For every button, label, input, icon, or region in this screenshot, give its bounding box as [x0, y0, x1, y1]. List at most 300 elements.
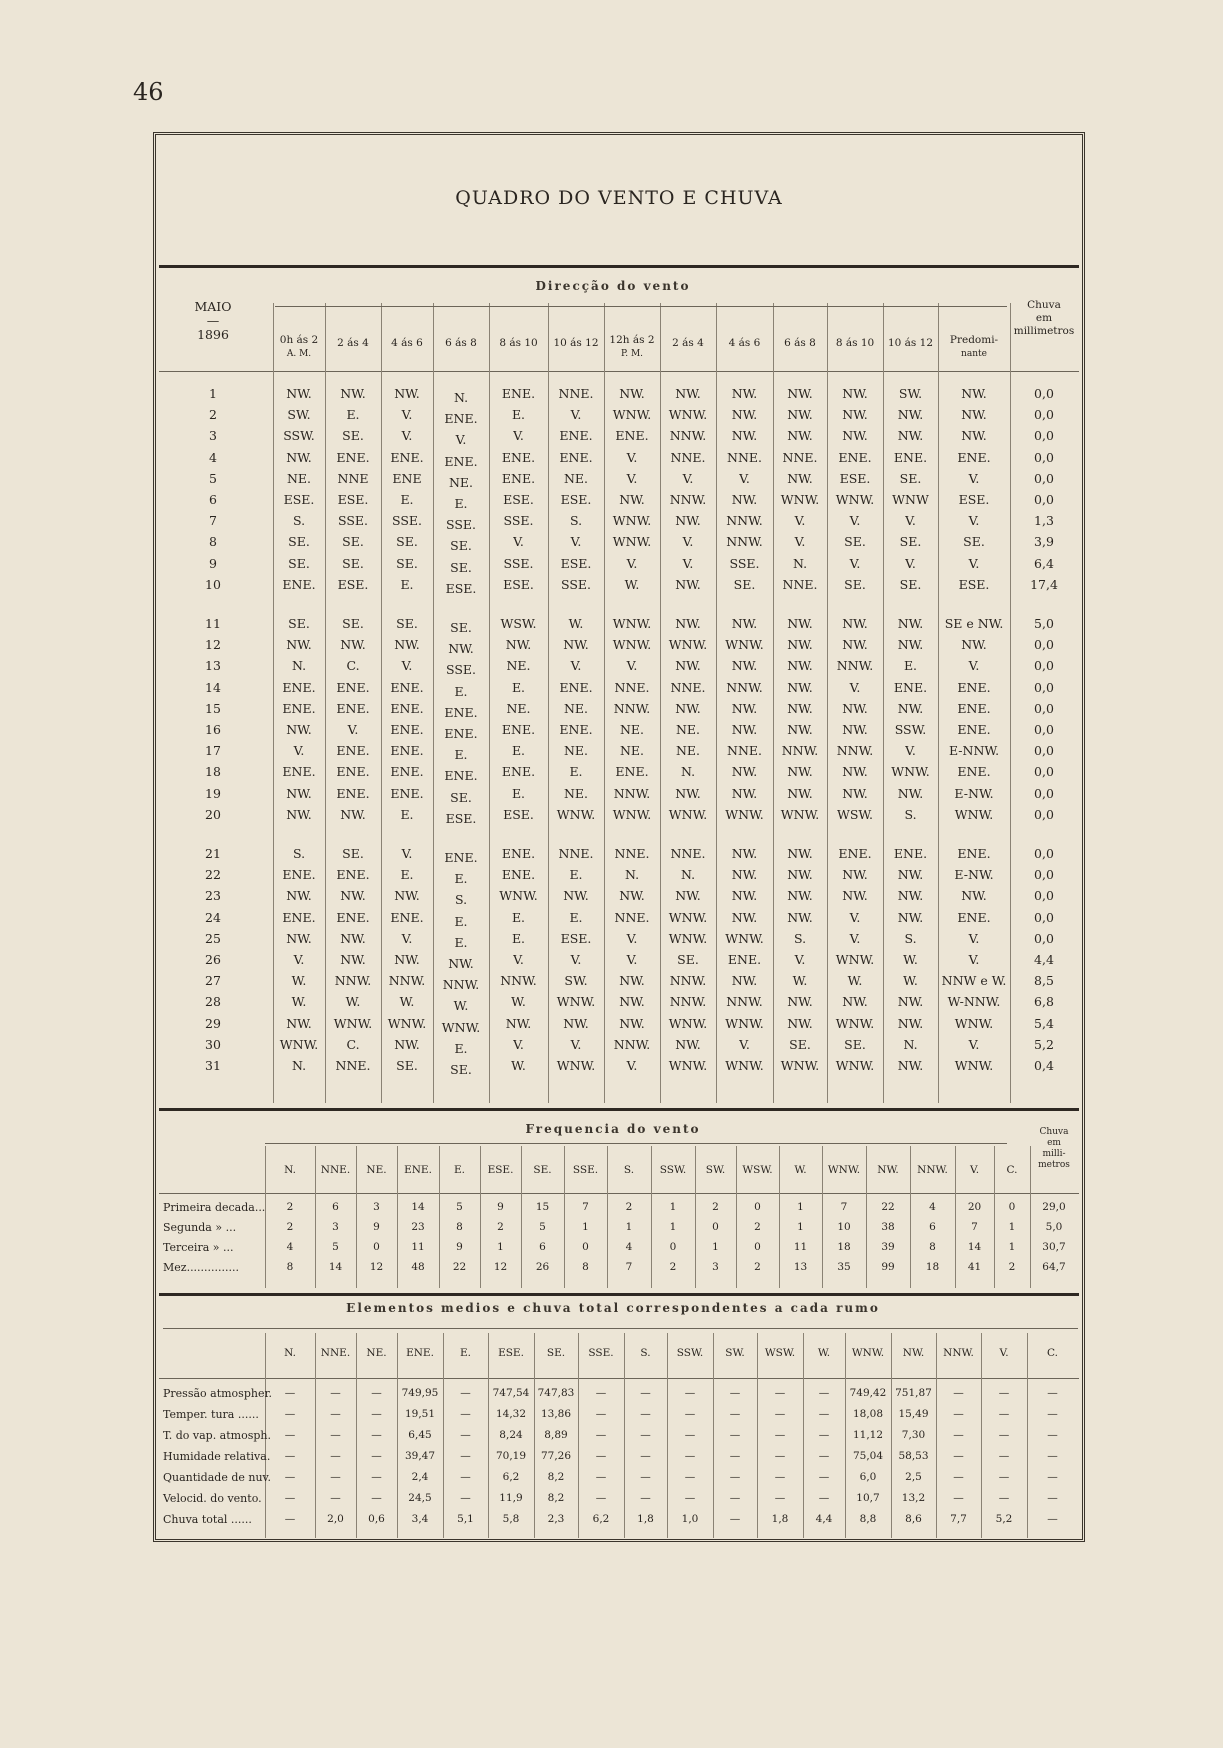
- wind-cell: SE.: [899, 534, 922, 550]
- elements-cell: 747,54: [492, 1387, 530, 1399]
- elements-cell: 5,2: [995, 1513, 1013, 1525]
- frequency-cell: 20: [967, 1201, 982, 1213]
- frequency-header: N.: [284, 1164, 296, 1176]
- elements-row-label: T. do vap. atmosph.: [163, 1429, 271, 1442]
- wind-cell: NW.: [286, 637, 312, 653]
- wind-cell: V.: [794, 513, 806, 529]
- elements-cell: —: [818, 1429, 830, 1441]
- elements-row-label: Quantidade de nuv.: [163, 1471, 271, 1484]
- wind-cell: 3,9: [1034, 534, 1054, 550]
- wind-cell: SE.: [342, 555, 364, 571]
- rule: [159, 1108, 1079, 1111]
- elements-cell: 19,51: [404, 1408, 436, 1420]
- wind-cell: NW.: [675, 1036, 701, 1052]
- frequency-cell: 2: [286, 1201, 294, 1213]
- wind-cell: WNW.: [612, 806, 652, 822]
- table-row: [156, 534, 1082, 554]
- wind-cell: WNW.: [612, 407, 652, 423]
- frequency-section-title: Frequencia do vento: [525, 1122, 701, 1136]
- frequency-row: [156, 1241, 1082, 1259]
- table-row: [156, 994, 1082, 1014]
- elements-cell: 18,08: [852, 1408, 884, 1420]
- wind-cell: E.: [400, 492, 414, 507]
- frequency-cell: 38: [881, 1221, 895, 1233]
- elements-cell: —: [953, 1429, 964, 1441]
- wind-cell: W.: [511, 994, 526, 1010]
- frequency-cell: 48: [411, 1261, 425, 1273]
- wind-cell: NW.: [731, 785, 758, 801]
- wind-cell: WNW.: [279, 1036, 319, 1052]
- wind-cell: SE.: [450, 620, 472, 635]
- wind-cell: ENE.: [957, 909, 991, 925]
- frequency-rain-header: milli-: [1042, 1149, 1066, 1159]
- frequency-cell: 0: [669, 1241, 677, 1253]
- wind-cell: NW.: [505, 1015, 532, 1031]
- wind-cell: NW.: [787, 470, 813, 486]
- wind-cell: NNE.: [335, 1058, 371, 1073]
- frequency-cell: 1: [797, 1221, 804, 1233]
- elements-header: E.: [459, 1347, 471, 1359]
- wind-cell: WNW.: [556, 806, 596, 822]
- column-header: 8 ás 10: [499, 337, 538, 349]
- wind-cell: NNW.: [836, 658, 874, 674]
- wind-cell: V.: [739, 470, 750, 486]
- wind-cell: ENE.: [390, 785, 424, 801]
- frequency-cell: 1: [625, 1221, 633, 1233]
- wind-cell: NW.: [619, 492, 645, 507]
- elements-row-label: Temper. tura ......: [163, 1408, 259, 1421]
- elements-cell: —: [1047, 1513, 1058, 1525]
- wind-cell: V.: [968, 952, 980, 967]
- frequency-cell: 3: [712, 1261, 719, 1273]
- wind-cell: NNW.: [726, 994, 763, 1010]
- elements-cell: 11,9: [499, 1492, 523, 1504]
- wind-cell: V.: [626, 1058, 638, 1073]
- elements-cell: —: [595, 1492, 607, 1504]
- elements-section-title: Elementos medios e chuva total correspondentes a cada rumo: [346, 1301, 880, 1315]
- wind-cell: WNW.: [835, 952, 875, 967]
- wind-cell: ESE.: [503, 806, 534, 822]
- wind-cell: SW.: [898, 386, 923, 401]
- frequency-cell: 5: [539, 1221, 546, 1233]
- frequency-rain-header: em: [1047, 1138, 1061, 1148]
- table-row: [156, 888, 1082, 908]
- wind-cell: ENE.: [615, 764, 649, 780]
- wind-cell: NW.: [787, 764, 813, 780]
- elements-cell: 751,87: [895, 1387, 932, 1399]
- wind-cell: E.: [511, 743, 526, 759]
- table-row: [156, 910, 1082, 930]
- wind-cell: V.: [570, 407, 582, 423]
- elements-cell: —: [371, 1408, 382, 1420]
- elements-cell: —: [953, 1408, 964, 1420]
- wind-cell: SE.: [844, 1036, 866, 1052]
- elements-cell: —: [774, 1492, 786, 1504]
- frequency-cell: 7: [840, 1201, 848, 1213]
- wind-cell: V.: [293, 952, 305, 967]
- wind-cell: NW.: [394, 637, 420, 653]
- wind-cell: NW.: [897, 616, 924, 631]
- elements-cell: 5,1: [457, 1513, 474, 1525]
- frequency-cell: 7: [971, 1221, 978, 1233]
- wind-cell: 0,4: [1034, 1058, 1054, 1073]
- elements-cell: 2,0: [327, 1513, 344, 1525]
- wind-cell: NW.: [787, 909, 813, 925]
- wind-cell: ESE.: [958, 576, 990, 592]
- elements-cell: 6,2: [592, 1513, 610, 1525]
- wind-cell: N.: [680, 764, 696, 780]
- elements-cell: 8,24: [499, 1429, 523, 1441]
- wind-cell: W.: [903, 973, 918, 989]
- frequency-cell: 6: [332, 1201, 339, 1213]
- wind-cell: NW.: [787, 888, 813, 904]
- wind-cell: NE.: [619, 722, 645, 737]
- elements-header: SW.: [725, 1347, 745, 1359]
- wind-cell: WNW.: [668, 806, 708, 822]
- wind-cell: W.: [345, 994, 361, 1010]
- wind-cell: SE.: [396, 616, 418, 631]
- wind-cell: NNW.: [726, 679, 763, 695]
- wind-cell: ENE.: [390, 764, 424, 780]
- frequency-cell: 18: [925, 1261, 940, 1273]
- frequency-cell: 1: [669, 1201, 677, 1213]
- wind-cell: E.: [400, 576, 414, 592]
- elements-cell: 11,12: [852, 1429, 884, 1441]
- day-number: 24: [205, 909, 221, 925]
- frequency-header: SE.: [533, 1164, 552, 1176]
- wind-cell: NW.: [961, 428, 987, 444]
- wind-cell: NW.: [394, 386, 420, 401]
- wind-cell: NNW.: [836, 743, 874, 759]
- wind-cell: E.: [511, 909, 526, 925]
- wind-cell: SE.: [342, 534, 364, 550]
- wind-cell: NW.: [286, 785, 312, 801]
- wind-cell: N.: [624, 867, 640, 883]
- elements-cell: —: [774, 1387, 786, 1399]
- wind-cell: SE.: [342, 428, 364, 444]
- rule: [159, 1293, 1079, 1296]
- elements-header: WNW.: [851, 1347, 885, 1359]
- day-number: 12: [205, 637, 221, 653]
- wind-cell: ENE.: [957, 764, 991, 780]
- elements-row: [156, 1387, 1082, 1405]
- elements-cell: 2,3: [547, 1513, 565, 1525]
- wind-cell: S.: [904, 930, 917, 946]
- wind-cell: NNW.: [613, 785, 651, 801]
- elements-cell: —: [330, 1450, 341, 1462]
- frequency-cell: 0: [754, 1201, 761, 1213]
- rule: [163, 1328, 1078, 1329]
- elements-cell: —: [284, 1387, 296, 1399]
- wind-cell: SE.: [899, 470, 922, 486]
- wind-cell: ESE.: [560, 555, 592, 571]
- elements-row-label: Pressão atmospher.: [163, 1387, 272, 1400]
- wind-cell: E.: [511, 785, 526, 801]
- day-number: 30: [205, 1036, 221, 1052]
- elements-cell: —: [460, 1408, 471, 1420]
- wind-cell: NW.: [731, 722, 758, 737]
- wind-cell: V.: [968, 930, 980, 946]
- elements-cell: 6,0: [859, 1471, 877, 1483]
- wind-cell: WNW.: [556, 994, 596, 1010]
- elements-cell: —: [284, 1471, 296, 1483]
- wind-cell: SE.: [450, 538, 472, 554]
- wind-cell: ENE.: [957, 846, 991, 861]
- frequency-header: NW.: [877, 1164, 899, 1176]
- elements-cell: —: [953, 1492, 964, 1504]
- wind-cell: V.: [968, 555, 980, 571]
- elements-row: [156, 1408, 1082, 1426]
- wind-cell: V.: [968, 658, 980, 674]
- wind-cell: NW.: [286, 449, 312, 465]
- wind-cell: NE.: [506, 700, 531, 716]
- wind-cell: NE.: [619, 743, 645, 759]
- wind-cell: WNW.: [612, 534, 652, 550]
- day-number: 16: [205, 722, 221, 737]
- elements-cell: —: [684, 1471, 696, 1483]
- wind-cell: NW.: [787, 700, 813, 716]
- wind-cell: NW.: [787, 846, 813, 861]
- wind-cell: ENE.: [336, 764, 370, 780]
- table-row: [156, 492, 1082, 512]
- wind-cell: NW.: [961, 888, 987, 904]
- frequency-cell: 7: [625, 1261, 633, 1273]
- frequency-header: W.: [794, 1164, 807, 1176]
- table-row: [156, 513, 1082, 533]
- wind-cell: NW.: [897, 994, 924, 1010]
- rule: [265, 1143, 1007, 1144]
- wind-cell: NW.: [842, 785, 868, 801]
- elements-cell: —: [330, 1408, 341, 1420]
- elements-cell: —: [284, 1492, 296, 1504]
- wind-cell: NW.: [842, 700, 868, 716]
- elements-cell: —: [460, 1387, 471, 1399]
- wind-cell: E.: [454, 747, 468, 763]
- elements-cell: 77,26: [540, 1450, 572, 1462]
- frequency-cell: 29,0: [1042, 1201, 1066, 1213]
- wind-cell: ENE.: [893, 449, 928, 465]
- frequency-cell: 2: [754, 1261, 761, 1273]
- elements-cell: —: [684, 1387, 696, 1399]
- day-number: 11: [205, 616, 221, 631]
- wind-cell: WNW.: [612, 637, 652, 653]
- wind-cell: NNE.: [782, 449, 818, 465]
- day-number: 10: [205, 576, 221, 592]
- frequency-header: S.: [623, 1164, 635, 1176]
- elements-cell: 13,2: [901, 1492, 926, 1504]
- wind-cell: S.: [292, 513, 306, 529]
- wind-cell: N.: [680, 867, 696, 883]
- elements-cell: 5,8: [502, 1513, 520, 1525]
- frequency-cell: 64,7: [1042, 1261, 1066, 1273]
- wind-cell: NW.: [731, 658, 758, 674]
- wind-cell: NE.: [506, 658, 531, 674]
- frequency-cell: 4: [625, 1241, 633, 1253]
- day-number: 4: [209, 449, 217, 465]
- table-row: [156, 616, 1082, 636]
- elements-header: V.: [999, 1347, 1009, 1359]
- wind-cell: ENE.: [957, 700, 991, 716]
- wind-cell: ENE.: [615, 428, 649, 444]
- elements-cell: —: [371, 1492, 382, 1504]
- frequency-header: V.: [969, 1164, 980, 1176]
- elements-cell: —: [640, 1429, 651, 1441]
- wind-cell: V.: [849, 513, 861, 529]
- wind-cell: E.: [346, 407, 360, 423]
- wind-cell: 6,8: [1034, 994, 1054, 1010]
- wind-cell: ENE.: [282, 867, 316, 883]
- wind-cell: NW.: [394, 1036, 420, 1052]
- elements-cell: —: [640, 1471, 651, 1483]
- wind-cell: NW.: [842, 722, 868, 737]
- wind-cell: ENE.: [444, 453, 478, 469]
- wind-cell: ESE.: [337, 576, 369, 592]
- wind-cell: V.: [513, 534, 524, 550]
- frequency-row-label: Primeira decada...: [163, 1201, 266, 1214]
- frequency-cell: 2: [669, 1261, 677, 1273]
- table-row: [156, 577, 1082, 597]
- frequency-header: E.: [453, 1164, 465, 1176]
- wind-cell: WNW.: [612, 513, 652, 529]
- wind-cell: V.: [455, 432, 467, 448]
- wind-cell: NW.: [842, 888, 868, 904]
- wind-cell: NW.: [787, 407, 813, 423]
- frequency-row: [156, 1261, 1082, 1279]
- wind-cell: WNW.: [725, 930, 764, 946]
- wind-cell: NW.: [340, 806, 366, 822]
- frequency-header: SSW.: [659, 1164, 687, 1176]
- elements-cell: —: [998, 1408, 1010, 1420]
- day-number: 23: [205, 888, 221, 904]
- wind-cell: NE.: [675, 743, 701, 759]
- elements-cell: 1,8: [771, 1513, 789, 1525]
- frequency-cell: 2: [754, 1221, 761, 1233]
- wind-cell: SE.: [450, 1062, 472, 1077]
- elements-cell: 8,8: [859, 1513, 877, 1525]
- elements-header: SSW.: [676, 1347, 704, 1359]
- wind-cell: NW.: [897, 785, 924, 801]
- day-number: 28: [205, 994, 221, 1010]
- wind-cell: WNW.: [835, 1015, 875, 1031]
- elements-cell: —: [684, 1408, 696, 1420]
- wind-cell: 0,0: [1034, 679, 1054, 695]
- elements-header: C.: [1047, 1347, 1058, 1359]
- elements-cell: —: [1047, 1471, 1058, 1483]
- wind-cell: SE.: [396, 1058, 418, 1073]
- wind-cell: NW.: [675, 700, 701, 716]
- wind-cell: SE.: [342, 616, 364, 631]
- wind-cell: NW.: [787, 428, 813, 444]
- wind-cell: 4,4: [1034, 952, 1054, 967]
- wind-cell: S.: [904, 806, 917, 822]
- wind-cell: NW.: [731, 428, 758, 444]
- frequency-cell: 13: [793, 1261, 808, 1273]
- wind-cell: E.: [454, 1040, 468, 1056]
- wind-cell: ENE.: [336, 700, 370, 716]
- wind-cell: ENE.: [559, 722, 593, 737]
- elements-cell: 8,6: [905, 1513, 922, 1525]
- elements-cell: —: [371, 1450, 382, 1462]
- wind-cell: SSE.: [560, 576, 591, 592]
- wind-cell: NW.: [286, 386, 312, 401]
- wind-cell: SSE.: [503, 555, 534, 571]
- day-number: 26: [205, 952, 221, 967]
- wind-cell: NW.: [619, 994, 645, 1010]
- wind-cell: ENE: [392, 470, 422, 486]
- wind-cell: SE.: [899, 576, 922, 592]
- wind-cell: WNW.: [725, 806, 764, 822]
- wind-cell: E-NW.: [954, 867, 994, 883]
- elements-cell: —: [953, 1471, 964, 1483]
- frequency-cell: 6: [929, 1221, 936, 1233]
- wind-cell: NW.: [675, 576, 701, 592]
- rain-header: millimetros: [1013, 325, 1075, 337]
- wind-cell: NW.: [448, 956, 474, 971]
- wind-cell: W.: [568, 616, 584, 631]
- year-dash: —: [206, 313, 220, 328]
- frequency-cell: 4: [929, 1201, 936, 1213]
- wind-cell: V.: [570, 1036, 582, 1052]
- day-number: 3: [209, 428, 217, 444]
- frequency-cell: 3: [332, 1221, 339, 1233]
- wind-cell: W.: [399, 994, 415, 1010]
- wind-cell: V.: [401, 930, 413, 946]
- wind-cell: NE.: [563, 470, 589, 486]
- elements-cell: —: [460, 1429, 471, 1441]
- wind-cell: ESE.: [445, 580, 477, 596]
- wind-cell: S.: [569, 513, 583, 529]
- elements-cell: —: [774, 1429, 786, 1441]
- table-row: [156, 807, 1082, 827]
- wind-cell: NW.: [842, 764, 868, 780]
- column-header: 12h ás 2: [609, 334, 655, 346]
- wind-cell: NW.: [340, 637, 366, 653]
- wind-cell: V.: [794, 952, 806, 967]
- frequency-row: [156, 1201, 1082, 1219]
- frequency-header: WSW.: [742, 1164, 773, 1176]
- wind-cell: NW.: [394, 888, 420, 904]
- frequency-cell: 0: [754, 1241, 761, 1253]
- elements-cell: —: [460, 1471, 471, 1483]
- wind-cell: WNW.: [891, 764, 930, 780]
- frequency-row-label: Mez...............: [163, 1261, 240, 1274]
- elements-cell: —: [684, 1450, 696, 1462]
- wind-section-title: Direcção do vento: [535, 279, 691, 293]
- frequency-header: C.: [1006, 1164, 1018, 1176]
- elements-cell: 4,4: [815, 1513, 833, 1525]
- wind-cell: NNE.: [558, 386, 594, 401]
- frequency-header: ENE.: [404, 1164, 432, 1176]
- wind-cell: ESE.: [283, 492, 315, 507]
- elements-cell: 15,49: [898, 1408, 929, 1420]
- elements-cell: —: [330, 1492, 341, 1504]
- wind-cell: V.: [626, 555, 638, 571]
- wind-cell: V.: [570, 952, 582, 967]
- frequency-row: [156, 1221, 1082, 1239]
- elements-cell: —: [729, 1492, 741, 1504]
- elements-cell: —: [774, 1450, 786, 1462]
- frequency-cell: 9: [373, 1221, 380, 1233]
- column-header: 8 ás 10: [835, 337, 875, 349]
- wind-cell: NE.: [675, 722, 701, 737]
- wind-cell: E.: [454, 934, 468, 950]
- elements-cell: —: [729, 1471, 741, 1483]
- frequency-header: NE.: [366, 1164, 387, 1176]
- elements-cell: —: [774, 1471, 786, 1483]
- wind-cell: NW.: [897, 637, 924, 653]
- wind-cell: V.: [794, 534, 806, 550]
- wind-cell: NNW.: [669, 428, 707, 444]
